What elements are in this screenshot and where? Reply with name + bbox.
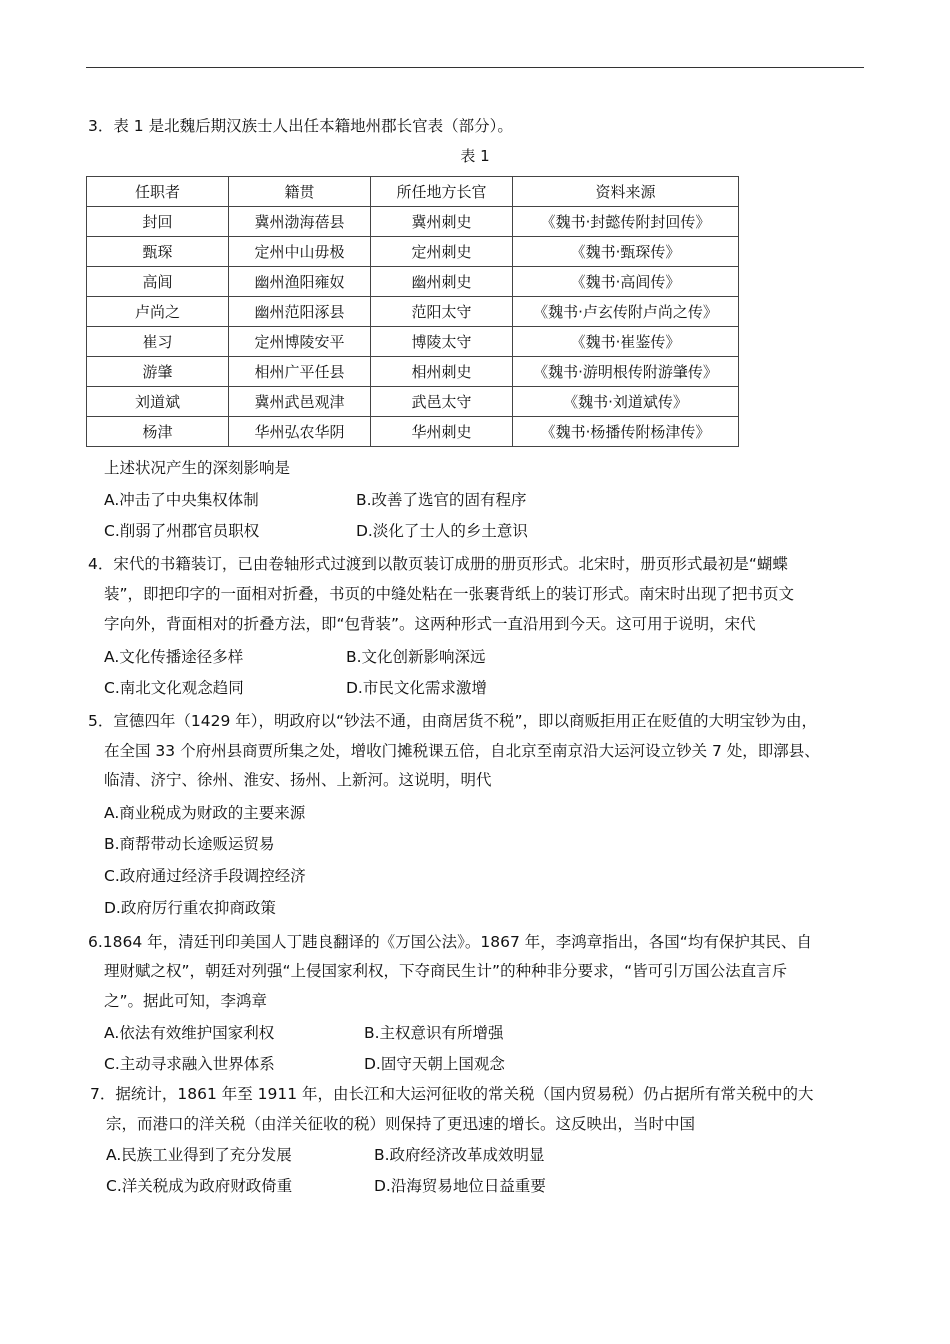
q5-option-c[interactable]: C.政府通过经济手段调控经济 — [104, 867, 306, 885]
table-cell: 《魏书·杨播传附杨津传》 — [513, 417, 739, 447]
q4-option-c[interactable]: C.南北文化观念趋同 — [104, 679, 244, 697]
header-cell: 所任地方长官 — [371, 177, 513, 207]
table-cell: 冀州武邑观津 — [229, 387, 371, 417]
q4-option-a[interactable]: A.文化传播途径多样 — [104, 648, 244, 666]
header-rule — [86, 67, 864, 68]
table-cell: 定州中山毋极 — [229, 237, 371, 267]
header-cell: 任职者 — [87, 177, 229, 207]
q4-option-d[interactable]: D.市民文化需求激增 — [346, 679, 487, 697]
table-cell: 《魏书·高闾传》 — [513, 267, 739, 297]
table-cell: 《魏书·游明根传附游肇传》 — [513, 357, 739, 387]
table-row — [87, 417, 739, 447]
table-header-row — [87, 177, 739, 207]
table-cell: 卢尚之 — [87, 297, 229, 327]
q7-option-c[interactable]: C.洋关税成为政府财政倚重 — [106, 1177, 293, 1195]
table-cell: 杨津 — [87, 417, 229, 447]
q4-option-b[interactable]: B.文化创新影响深远 — [346, 648, 486, 666]
q3-question: 上述状况产生的深刻影响是 — [104, 459, 291, 477]
q5-option-d[interactable]: D.政府厉行重农抑商政策 — [104, 899, 276, 917]
table-cell: 封回 — [87, 207, 229, 237]
q6-option-d[interactable]: D.固守天朝上国观念 — [364, 1055, 505, 1073]
table-caption: 表 1 — [460, 147, 490, 165]
table-cell: 《魏书·封懿传附封回传》 — [513, 207, 739, 237]
table-cell: 华州刺史 — [371, 417, 513, 447]
q5-option-b[interactable]: B.商帮带动长途贩运贸易 — [104, 835, 275, 853]
table-cell: 定州博陵安平 — [229, 327, 371, 357]
table-cell: 《魏书·刘道斌传》 — [513, 387, 739, 417]
table-cell: 幽州渔阳雍奴 — [229, 267, 371, 297]
q5-stem-line: 在全国 33 个府州县商贾所集之处，增收门摊税课五倍，自北京至南京沿大运河设立钞关 7 处，即漷县、 — [104, 742, 820, 760]
q6-option-a[interactable]: A.依法有效维护国家利权 — [104, 1024, 275, 1042]
table-cell: 武邑太守 — [371, 387, 513, 417]
table-cell: 高闾 — [87, 267, 229, 297]
table-row — [87, 327, 739, 357]
table-cell: 范阳太守 — [371, 297, 513, 327]
table-cell: 冀州刺史 — [371, 207, 513, 237]
header-cell: 籍贯 — [229, 177, 371, 207]
table-row — [87, 237, 739, 267]
q5-option-a[interactable]: A.商业税成为财政的主要来源 — [104, 804, 306, 822]
table-cell: 幽州刺史 — [371, 267, 513, 297]
q3-stem: 3．表 1 是北魏后期汉族士人出任本籍地州郡长官表（部分）。 — [88, 117, 513, 135]
q7-stem-line: 宗，而港口的洋关税（由洋关征收的税）则保持了更迅速的增长。这反映出，当时中国 — [106, 1115, 696, 1133]
table-cell: 博陵太守 — [371, 327, 513, 357]
table-cell: 甄琛 — [87, 237, 229, 267]
q5-stem-line: 临清、济宁、徐州、淮安、扬州、上新河。这说明，明代 — [104, 771, 492, 789]
table-cell: 相州广平任县 — [229, 357, 371, 387]
table-cell: 《魏书·崔鉴传》 — [513, 327, 739, 357]
table-cell: 相州刺史 — [371, 357, 513, 387]
q7-option-a[interactable]: A.民族工业得到了充分发展 — [106, 1146, 292, 1164]
q3-option-b[interactable]: B.改善了选官的固有程序 — [356, 491, 527, 509]
table-cell: 幽州范阳涿县 — [229, 297, 371, 327]
table-cell: 《魏书·甄琛传》 — [513, 237, 739, 267]
header-cell: 资料来源 — [513, 177, 739, 207]
q3-option-c[interactable]: C.削弱了州郡官员职权 — [104, 522, 260, 540]
q3-option-d[interactable]: D.淡化了士人的乡土意识 — [356, 522, 528, 540]
table-cell: 《魏书·卢玄传附卢尚之传》 — [513, 297, 739, 327]
q6-stem-line: 理财赋之权”，朝廷对列强“上侵国家利权，下夺商民生计”的种种非分要求，“皆可引万国公法直言斥 — [104, 962, 788, 980]
table-row — [87, 267, 739, 297]
table-row — [87, 297, 739, 327]
table-cell: 游肇 — [87, 357, 229, 387]
table-cell: 定州刺史 — [371, 237, 513, 267]
table-cell: 华州弘农华阴 — [229, 417, 371, 447]
q7-option-b[interactable]: B.政府经济改革成效明显 — [374, 1146, 545, 1164]
table-cell: 崔习 — [87, 327, 229, 357]
q5-stem-line: 5．宣德四年（1429 年），明政府以“钞法不通，由商居货不税”，即以商贩拒用正在贬值的大明宝钞为由， — [88, 712, 818, 730]
q4-stem-line: 装”，即把印字的一面相对折叠，书页的中缝处粘在一张裹背纸上的装订形式。南宋时出现了把书页文 — [104, 585, 795, 603]
table-row — [87, 207, 739, 237]
q6-option-c[interactable]: C.主动寻求融入世界体系 — [104, 1055, 275, 1073]
q6-stem-line: 6.1864 年，清廷刊印美国人丁韪良翻译的《万国公法》。1867 年，李鸿章指出，各国“均有保护其民、自 — [88, 933, 812, 951]
q7-stem-line: 7．据统计，1861 年至 1911 年，由长江和大运河征收的常关税（国内贸易税）仍占据所有常关税中的大 — [90, 1085, 814, 1103]
q7-option-d[interactable]: D.沿海贸易地位日益重要 — [374, 1177, 546, 1195]
table-row — [87, 387, 739, 417]
official-table — [86, 176, 739, 447]
q4-stem-line: 字向外，背面相对的折叠方法，即“包背装”。这两种形式一直沿用到今天。这可用于说明，宋代 — [104, 615, 756, 633]
q6-option-b[interactable]: B.主权意识有所增强 — [364, 1024, 504, 1042]
table-cell: 刘道斌 — [87, 387, 229, 417]
q3-option-a[interactable]: A.冲击了中央集权体制 — [104, 491, 259, 509]
table-cell: 冀州渤海蓓县 — [229, 207, 371, 237]
q6-stem-line: 之”。据此可知，李鸿章 — [104, 992, 268, 1010]
q4-stem-line: 4．宋代的书籍装订，已由卷轴形式过渡到以散页装订成册的册页形式。北宋时，册页形式最初是“蝴蝶 — [88, 555, 788, 573]
table-row — [87, 357, 739, 387]
